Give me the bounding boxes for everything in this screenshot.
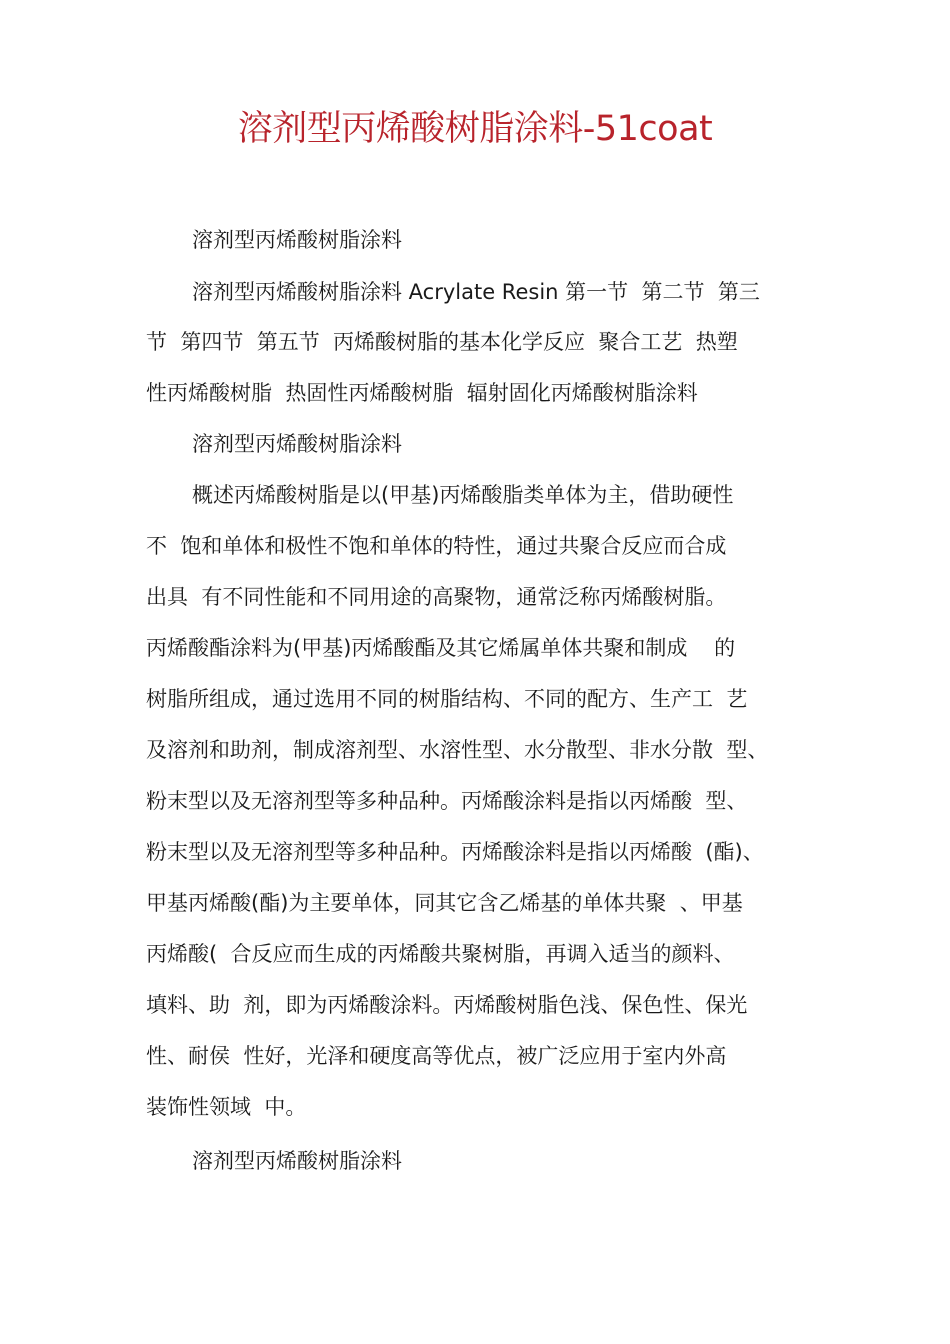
paragraph-line: 不 饱和单体和极性不饱和单体的特性，通过共聚合反应而合成 (146, 534, 727, 558)
paragraph-line: 性丙烯酸树脂 热固性丙烯酸树脂 辐射固化丙烯酸树脂涂料 (146, 381, 698, 405)
section-heading: 溶剂型丙烯酸树脂涂料 (192, 1149, 402, 1173)
paragraph-line: 节 第四节 第五节 丙烯酸树脂的基本化学反应 聚合工艺 热塑 (146, 330, 738, 354)
paragraph-line: 甲基丙烯酸(酯)为主要单体，同其它含乙烯基的单体共聚 、甲基 (146, 891, 743, 915)
paragraph-line: 粉末型以及无溶剂型等多种品种。丙烯酸涂料是指以丙烯酸 (酯)、 (146, 840, 764, 864)
section-heading: 溶剂型丙烯酸树脂涂料 (192, 228, 402, 252)
document-title: 溶剂型丙烯酸树脂涂料-51coat (237, 109, 713, 149)
paragraph-line: 溶剂型丙烯酸树脂涂料 Acrylate Resin 第一节 第二节 第三 (192, 280, 760, 304)
paragraph-line: 性、耐侯 性好，光泽和硬度高等优点，被广泛应用于室内外高 (146, 1044, 727, 1068)
paragraph-line: 概述丙烯酸树脂是以(甲基)丙烯酸脂类单体为主，借助硬性 (192, 483, 734, 507)
paragraph-line: 丙烯酸酯涂料为(甲基)丙烯酸酯及其它烯属单体共聚和制成 的 (146, 636, 736, 660)
paragraph-line: 填料、助 剂，即为丙烯酸涂料。丙烯酸树脂色浅、保色性、保光 (146, 993, 748, 1017)
paragraph-line: 丙烯酸( 合反应而生成的丙烯酸共聚树脂，再调入适当的颜料、 (146, 942, 735, 966)
paragraph-line: 出具 有不同性能和不同用途的高聚物，通常泛称丙烯酸树脂。 (146, 585, 727, 609)
paragraph-line: 装饰性领域 中。 (146, 1095, 307, 1119)
paragraph-line: 树脂所组成，通过选用不同的树脂结构、不同的配方、生产工 艺 (146, 687, 748, 711)
paragraph-line: 粉末型以及无溶剂型等多种品种。丙烯酸涂料是指以丙烯酸 型、 (146, 789, 748, 813)
paragraph-line: 及溶剂和助剂，制成溶剂型、水溶性型、水分散型、非水分散 型、 (146, 738, 769, 762)
section-heading: 溶剂型丙烯酸树脂涂料 (192, 432, 402, 456)
